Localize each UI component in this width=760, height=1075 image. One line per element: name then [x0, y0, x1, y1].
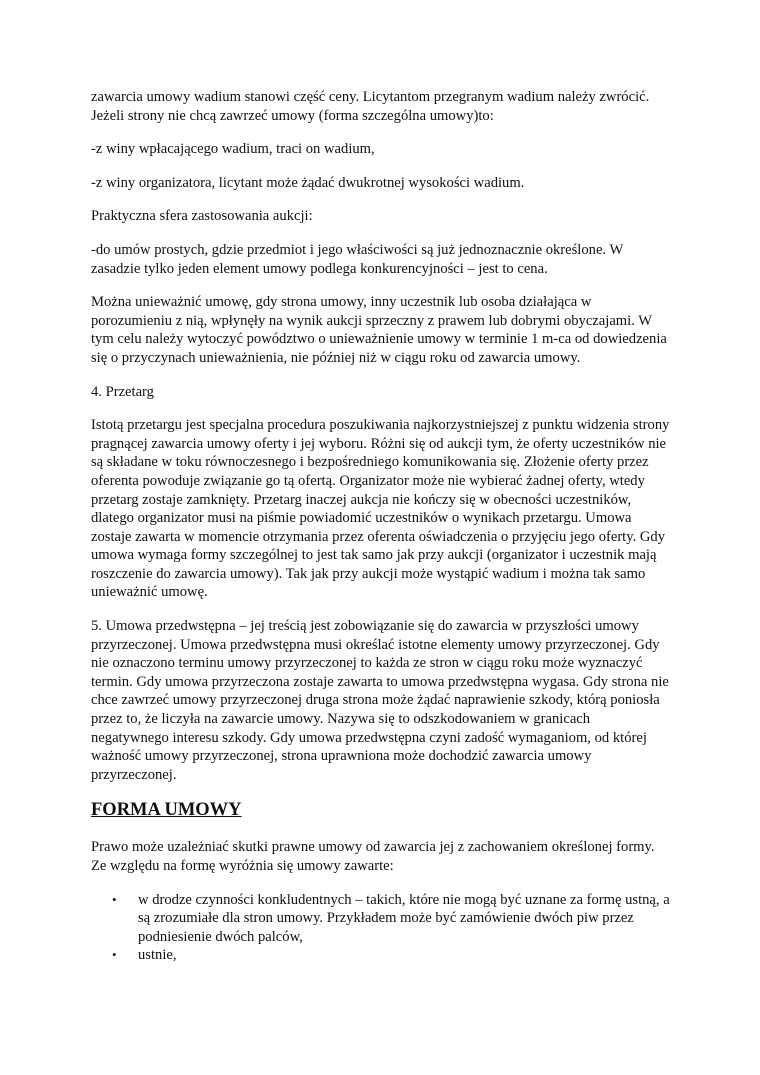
paragraph-auction-scope-title: Praktyczna sfera zastosowania aukcji: — [91, 208, 313, 225]
list-item-text: ustnie, — [138, 947, 177, 964]
document-page — [91, 88, 671, 965]
section-heading-przetarg: 4. Przetarg — [91, 383, 154, 400]
paragraph-wadium-organizer: -z winy organizatora, licytant może żądać dwukrotnej wysokości wadium. — [91, 174, 525, 191]
paragraph-przetarg: Istotą przetargu jest specjalna procedura poszukiwania najkorzystniejszej z punktu widzenia strony pragnącej zawarcia umowy oferty i jej wyboru. Różni się od aukcji tym, że oferty uczestników nie są składane w toku równoczesnego i bezpośredniego komunikowania się. Złożenie oferty przez oferenta powoduje związanie go tą ofertą. Organizator może nie wybierać żadnej oferty, wtedy przetarg zostaje zamknięty. Przetarg inaczej aukcja nie kończy się w obecności uczestników, dlatego organizator musi na piśmie powiadomić uczestników o wynikach przetargu. Umowa zostaje zawarta w momencie otrzymania przez oferenta oświadczenia o przyjęciu jego oferty. Gdy umowa wymaga formy szczególnej to jest tak samo jak przy aukcji (organizator i uczestnik mają roszczenie do zawarcia umowy). Tak jak przy aukcji może wystąpić wadium i można tak samo unieważnić umowę. — [91, 417, 670, 601]
paragraph-auction-scope: -do umów prostych, gdzie przedmiot i jego właściwości są już jednoznacznie określone. W zasadzie tylko jeden element umowy podlega konkurencyjności – jest to cena. — [91, 241, 623, 277]
paragraph-forma-intro: Prawo może uzależniać skutki prawne umowy od zawarcia jej z zachowaniem określonej formy. Ze względu na formę wyróżnia się umowy zawarte: — [91, 839, 655, 874]
paragraph-wadium-intro: zawarcia umowy wadium stanowi część ceny. Licytantom przegranym wadium należy zwrócić. Jeżeli strony nie chcą zawrzeć umowy (forma szczególna umowy)to: — [91, 89, 650, 124]
bullet-icon: • — [112, 891, 117, 907]
paragraph-wadium-payer: -z winy wpłacającego wadium, traci on wadium, — [91, 141, 375, 158]
list-item — [91, 946, 671, 965]
list-item — [91, 891, 671, 947]
form-list — [91, 891, 671, 965]
list-item-text: w drodze czynności konkludentnych – takich, które nie mogą być uznane za formę ustną, a są zrozumiałe dla stron umowy. Przykładem może być zamówienie dwóch piw przez podniesienie dwóch palców, — [138, 891, 670, 945]
paragraph-annulment: Można unieważnić umowę, gdy strona umowy, inny uczestnik lub osoba działająca w porozumieniu z nią, wpłynęły na wynik aukcji sprzeczny z prawem lub dobrymi obyczajami. W tym celu należy wytoczyć powództwo o unieważnienie umowy w terminie 1 m-ca od dowiedzenia się o przyczynach unieważnienia, nie później niż w ciągu roku od zawarcia umowy. — [91, 294, 667, 366]
bullet-icon: • — [112, 947, 117, 963]
heading-forma-umowy: FORMA UMOWY — [91, 800, 242, 821]
paragraph-umowa-przedwstepna: 5. Umowa przedwstępna – jej treścią jest zobowiązanie się do zawarcia w przyszłości umowy przyrzeczonej. Umowa przedwstępna musi określać istotne elementy umowy przyrzeczonej. Gdy nie oznaczono terminu umowy przyrzeczonej to każda ze stron w ciągu roku może wyznaczyć termin. Gdy umowa przyrzeczona zostaje zawarta to umowa przedwstępna wygasa. Gdy strona nie chce zawrzeć umowy przyrzeczonej druga strona może żądać naprawienie szkody, którą poniosła przez to, że liczyła na zawarcie umowy. Nazywa się to odszkodowaniem w granicach negatywnego interesu szkody. Gdy umowa przedwstępna czyni zadość wymaganiom, od której ważność umowy przyrzeczonej, strona uprawniona może dochodzić zawarcia umowy przyrzeczonej. — [91, 618, 669, 783]
